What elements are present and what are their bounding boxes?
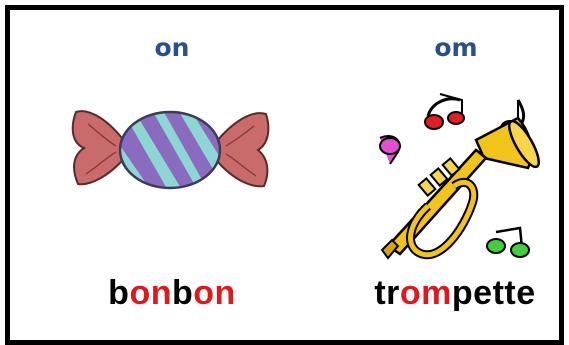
word-part: b	[172, 274, 194, 312]
sound-heading-om: om	[434, 33, 478, 62]
word-bonbon	[62, 274, 282, 313]
word-part: pette	[451, 274, 536, 312]
sound-highlight: om	[399, 274, 452, 312]
candy-icon	[68, 98, 273, 198]
music-note-green-icon	[487, 228, 529, 257]
music-note-pink-icon	[380, 136, 400, 164]
trumpet-icon	[368, 88, 543, 268]
music-note-red-icon	[425, 94, 464, 129]
word-part: tr	[374, 274, 400, 312]
word-part: b	[108, 274, 130, 312]
sound-highlight: on	[193, 274, 236, 312]
word-trompette	[345, 274, 565, 313]
sound-heading-on: on	[154, 33, 190, 62]
sound-highlight: on	[129, 274, 172, 312]
